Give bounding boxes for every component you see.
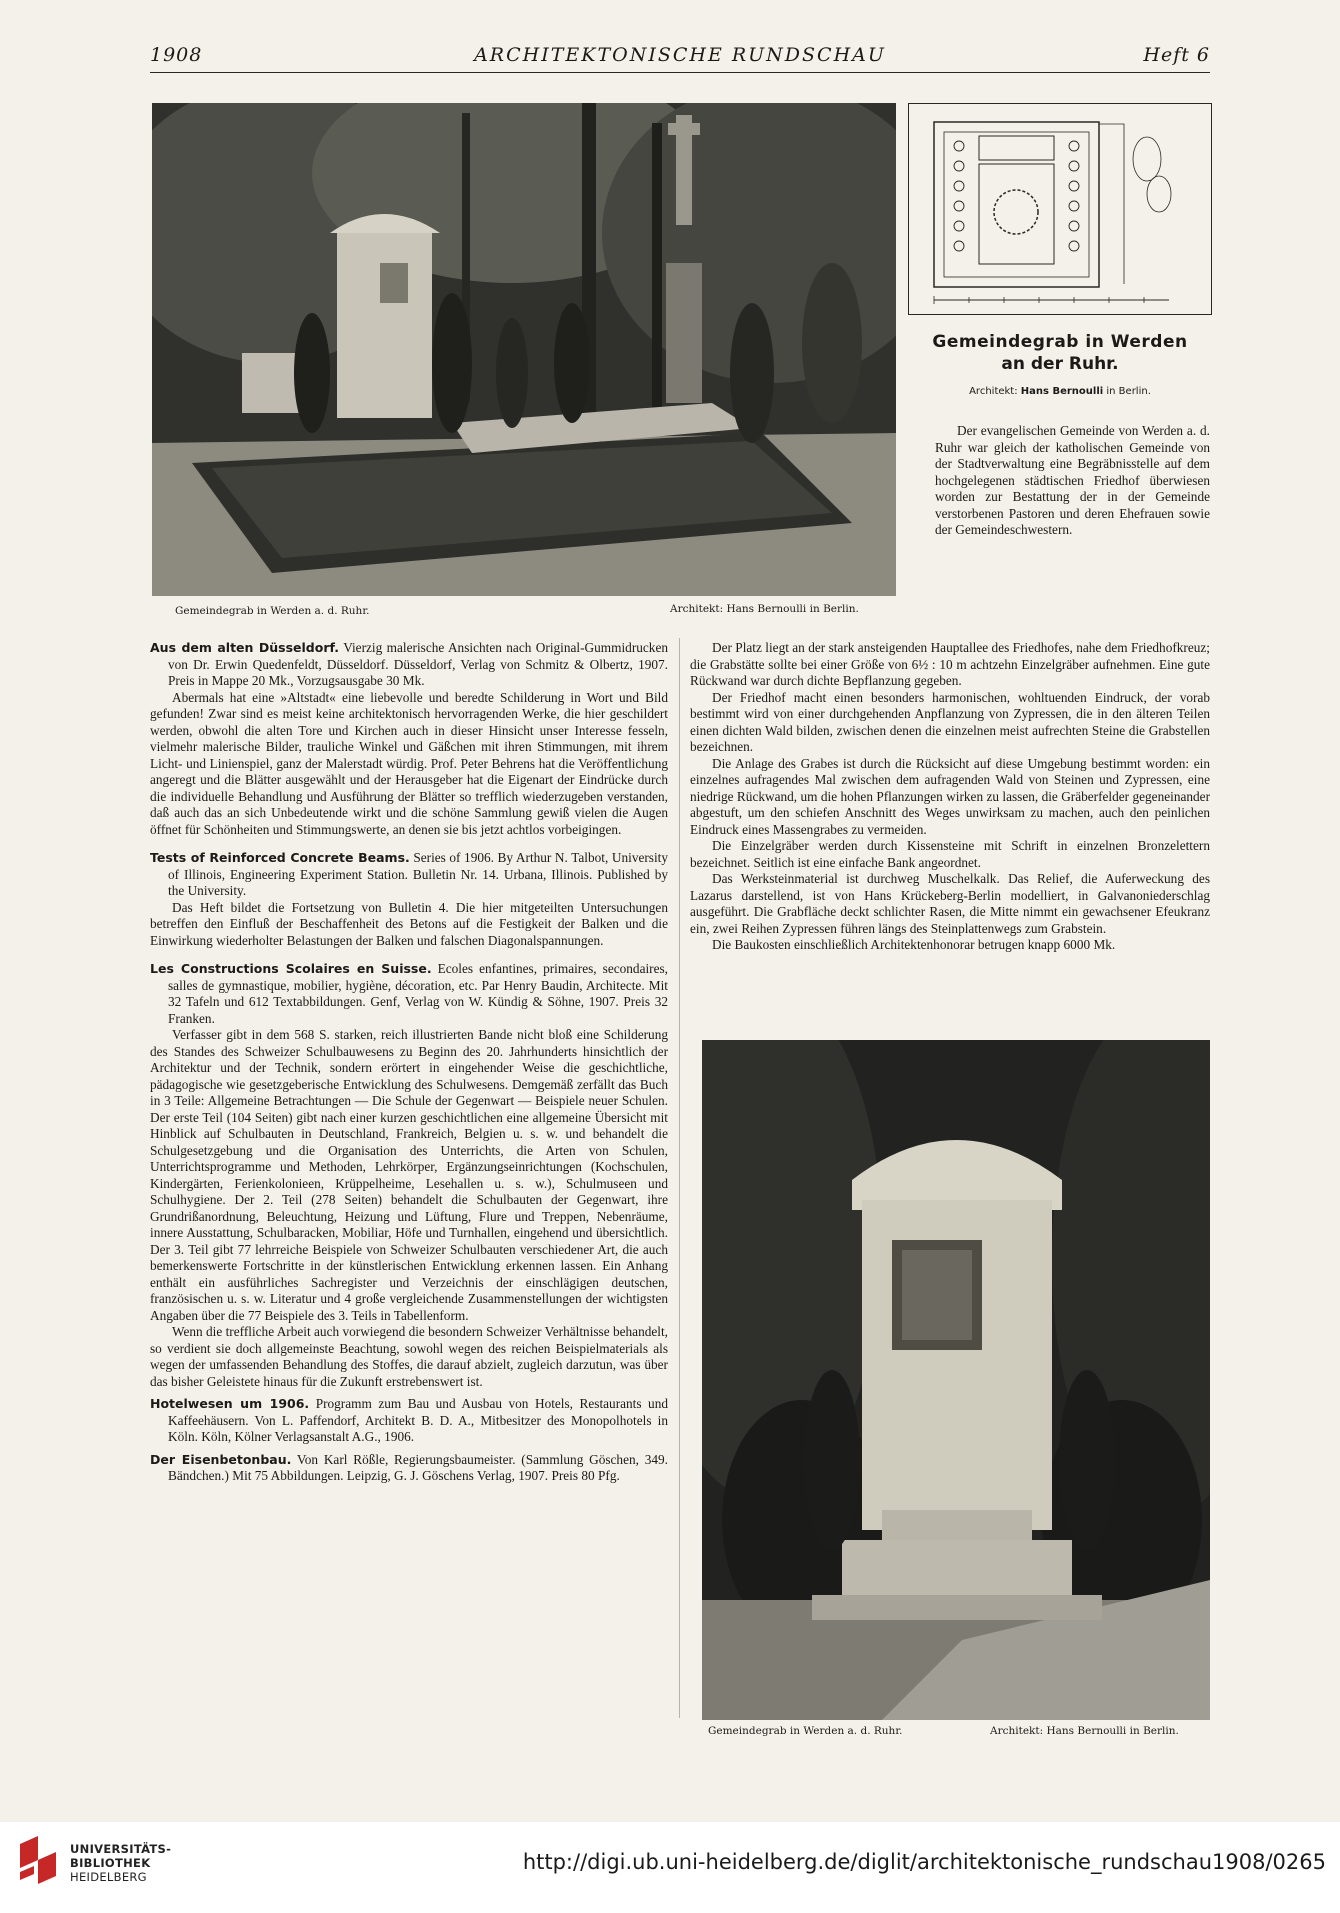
article-paragraph-5: Die Einzelgräber werden durch Kissensteine mit Schrift in einzelnen Bronzelettern bezeichnet. Seitlich ist eine einfache Bank angeordnet. [690, 838, 1210, 870]
article-title-line2: an der Ruhr. [1001, 354, 1119, 374]
review-2-title: Tests of Reinforced Concrete Beams. [150, 850, 410, 865]
article-paragraph-7: Die Baukosten einschließlich Architektenhonorar betrugen knapp 6000 Mk. [712, 937, 1116, 952]
article-title-line1: Gemeindegrab in Werden [932, 332, 1188, 352]
header-journal: ARCHITEKTONISCHE RUNDSCHAU [474, 44, 886, 66]
article-body-column [690, 640, 1210, 954]
architect-suffix: in Berlin. [1106, 386, 1151, 397]
review-4-title: Hotelwesen um 1906. [150, 1396, 310, 1411]
library-line2: BIBLIOTHEK [70, 1856, 151, 1870]
review-3-meta: Ecoles enfantines, primaires, secondaires, salles de gymnastique, mobilier, hygiène, décoration, etc. Par Henry Baudin, Architecte. Mit 32 Tafeln und 612 Textabbildungen. Genf, Verlag von W. Kündig & Söhne, 1907. Preis 32 Franken. [168, 961, 668, 1026]
review-4-heading [150, 1396, 668, 1446]
library-name [70, 1842, 171, 1884]
review-3-body-2: Wenn die treffliche Arbeit auch vorwiegend die besondern Schweizer Verhältnisse behandelt, so verdient sie doch allgemeinste Beachtung, sowohl wegen des reichen Beispielmaterials als wegen der umfassenden Behandlung des Stoffes, die darauf abzielt, zugleich darzutun, was über das bisher Geleistete hinaus für die Zukunft erstrebenswert ist. [150, 1324, 668, 1389]
header-issue: Heft 6 [1143, 44, 1210, 66]
gravestone-photo-illustration [702, 1040, 1210, 1720]
cemetery-photo-illustration [152, 103, 896, 596]
site-plan-icon [909, 104, 1211, 314]
review-5-heading [150, 1451, 668, 1485]
architect-prefix: Architekt: [969, 386, 1018, 397]
review-1-meta: Vierzig malerische Ansichten nach Original-Gummidrucken von Dr. Erwin Quedenfeldt, Düsseldorf. Düsseldorf, Verlag von Schmitz & Olbertz, 1907. Preis in Mappe 20 Mk., Vorzugsausgabe 30 Mk. [168, 640, 668, 688]
top-photo-caption: Gemeindegrab in Werden a. d. Ruhr. [175, 605, 370, 617]
review-2-heading [150, 850, 669, 900]
review-1-title: Aus dem alten Düsseldorf. [150, 640, 339, 655]
site-plan-drawing [908, 103, 1212, 315]
gravestone-photo [702, 1040, 1210, 1720]
article-paragraph-3: Der Friedhof macht einen besonders harmonischen, wohltuenden Eindruck, der vorab bestimmt wird von einer durchgehenden Anpflanzung von Zypressen, die in den älteren Teilen einen dichten Wald bilden, zwischen denen die einzelnen meist aufrechten Steine die Grabstellen bezeichnen. [690, 689, 1210, 754]
article-paragraph-4: Die Anlage des Grabes ist durch die Rücksicht auf diese Umgebung bestimmt worden: ein einzelnes aufragendes Mal zwischen dem aufragenden Wald von Steinen und Zypressen, eine niedrige Rückwand, um die hohen Pflanzungen wirken zu lassen, die Gräberfelder gegeneinander abgestuft, um den schiefen Anschnitt des Weges unwirksam zu machen, auch den peinlichen Eindruck eines Massengrabes zu vermeiden. [690, 755, 1210, 837]
library-footer [0, 1822, 1340, 1913]
running-header [150, 44, 1210, 72]
review-5-meta: Von Karl Rößle, Regierungsbaumeister. (Sammlung Göschen, 349. Bändchen.) Mit 75 Abbildungen. Leipzig, G. J. Göschens Verlag, 1907. Preis 80 Pfg. [168, 1451, 668, 1483]
reviews-column [150, 640, 668, 1485]
article-intro: Der evangelischen Gemeinde von Werden a. d. Ruhr war gleich der katholischen Gemeinde von der Stadtverwaltung eine Begräbnisstelle auf dem hochgelegenen städtischen Friedhof überwiesen worden zur Bestattung der in der Gemeinde verstorbenen Pastoren und deren Ehefrauen sowie der Gemeindeschwestern. [935, 423, 1210, 537]
library-logo-icon [14, 1834, 62, 1890]
review-3-heading [150, 961, 668, 1027]
review-2-meta: Series of 1906. By Arthur N. Talbot, University of Illinois, Engineering Experiment Station. Bulletin Nr. 14. Urbana, Illinois. Published by the University. [168, 850, 669, 898]
article-paragraph-6: Das Werksteinmaterial ist durchweg Muschelkalk. Das Relief, die Auferweckung des Lazarus darstellend, ist von Hans Krückeberg-Berlin modelliert, in Galvanoniederschlag ausgeführt. Die Grabfläche deckt schlichter Rasen, die Mitte nimmt ein gewachsener Efeukranz ein, zwei Reihen Zypressen führen längs des Steinplattenwegs zum Grabstein. [690, 871, 1210, 936]
cemetery-photo [152, 103, 896, 596]
article-architect [910, 386, 1210, 397]
article-intro-column [935, 423, 1210, 539]
review-5-title: Der Eisenbetonbau. [150, 1451, 292, 1467]
review-2-body: Das Heft bildet die Fortsetzung von Bulletin 4. Die hier mitgeteilten Untersuchungen betreffen den Einfluß der Beschaffenheit des Betons auf die Festigkeit der Balken und die Einwirkung wiederholter Belastungen der Balken und falschen Diagonalspannungen. [150, 899, 668, 948]
architect-name: Hans Bernoulli [1020, 386, 1104, 397]
bottom-photo-architect: Architekt: Hans Bernoulli in Berlin. [990, 1725, 1179, 1737]
header-rule [150, 72, 1210, 73]
column-divider [679, 638, 680, 1718]
review-1-heading [150, 640, 668, 690]
library-line3: HEIDELBERG [70, 1870, 147, 1884]
header-year: 1908 [150, 44, 203, 66]
top-photo-architect: Architekt: Hans Bernoulli in Berlin. [670, 603, 859, 615]
review-4-meta: Programm zum Bau und Ausbau von Hotels, Restaurants und Kaffeehäusern. Von L. Paffendorf, Architekt B. D. A., Mitbesitzer des Monopolhotels in Köln. Köln, Kölner Verlagsanstalt A.G., 1906. [168, 1396, 668, 1444]
review-3-body-1: Verfasser gibt in dem 568 S. starken, reich illustrierten Bande nicht bloß eine Schilderung des Standes des Schweizer Schulbauwesens zu Beginn des 20. Jahrhunderts hinsichtlich der Architektur und der Technik, sondern erörtert in eingehender Weise die geschichtliche, pädagogische wie gesetzgeberische Entwicklung des Schulwesens. Demgemäß zerfällt das Buch in 3 Teile: Allgemeine Betrachtungen — Die Schule der Gegenwart — Beispiele neuer Schulen. Der erste Teil (104 Seiten) gibt nach einer kurzen geschichtlichen eine allgemeine Übersicht mit Hinblick auf Schulbauten in Deutschland, Frankreich, Belgien u. s. w. und behandelt die Schulgesetzgebung und die Organisation des Unterrichts, die Arten von Schulen, Unterrichtsprogramme und Methoden, Lehrkörper, Ergänzungseinrichtungen (Kochschulen, Kindergärten, Ferienkolonieen, Krüppelheime, Lesehallen u. s. w.), Schulmuseen und Schulhygiene. Der 2. Teil (278 Seiten) behandelt die Schulbauten der Gegenwart, ihre Grundrißanordnung, Beleuchtung, Heizung und Lüftung, Flure und Treppen, Nebenräume, innere Ausstattung, Schulbaracken, Mobiliar, Höfe und Turnhallen, eingehend und übersichtlich. Der 3. Teil gibt 77 lehrreiche Beispiele von Schweizer Schulbauten verschiedener Art, die auch bemerkenswerte Fortschritte in der künstlerischen Entwicklung erkennen lassen. Ein Anhang enthält ein ausführliches Sachregister und Verzeichnis der einschlägigen deutschen, französischen u. s. w. Literatur und 4 große vergleichende Zusammenstellungen der wichtigsten Angaben über die 77 Beispiele des 3. Teils in Tabellenform. [150, 1027, 668, 1323]
article-paragraph-2: Der Platz liegt an der stark ansteigenden Hauptallee des Friedhofes, nahe dem Friedhofkreuz; die Grabstätte sollte bei einer Größe von 6½ : 10 m achtzehn Einzelgräber aufnehmen. Eine gute Rückwand war durch dichte Bepflanzung gegeben. [690, 640, 1210, 688]
review-3-title: Les Constructions Scolaires en Suisse. [150, 961, 432, 976]
review-1-body: Abermals hat eine »Altstadt« eine liebevolle und beredte Schilderung in Wort und Bild gefunden! Zwar sind es meist keine architektonisch hervorragenden Werke, die hier geschildert werden, obwohl die alten Tore und Kirchen auch in dieser Hinsicht unser Interesse fesseln, vielmehr malerische Bilder, trauliche Winkel und Gäßchen mit ihren Stimmungen, mit ihrem Licht- und Linienspiel, ganz der Malerstadt würdig. Prof. Peter Behrens hat die Veröffentlichung angeregt und die Blätter ausgewählt und der Herausgeber hat die Eigenart der Eindrücke durch die individuelle Behandlung und Ausführung der Blätter so trefflich wiederzugeben verstanden, daß auch das an sich Unbedeutende wirkt und die schöne Sammlung gewiß vielen die Augen öffnet für Schönheiten und Stimmungswerte, an denen sie bis jetzt achtlos vorbeigingen. [150, 689, 668, 837]
article-title-block [910, 332, 1210, 397]
library-line1: UNIVERSITÄTS- [70, 1842, 172, 1856]
bottom-photo-caption: Gemeindegrab in Werden a. d. Ruhr. [708, 1725, 903, 1737]
source-url-link[interactable]: http://digi.ub.uni-heidelberg.de/diglit/architektonische_rundschau1908/0265 [522, 1850, 1326, 1874]
